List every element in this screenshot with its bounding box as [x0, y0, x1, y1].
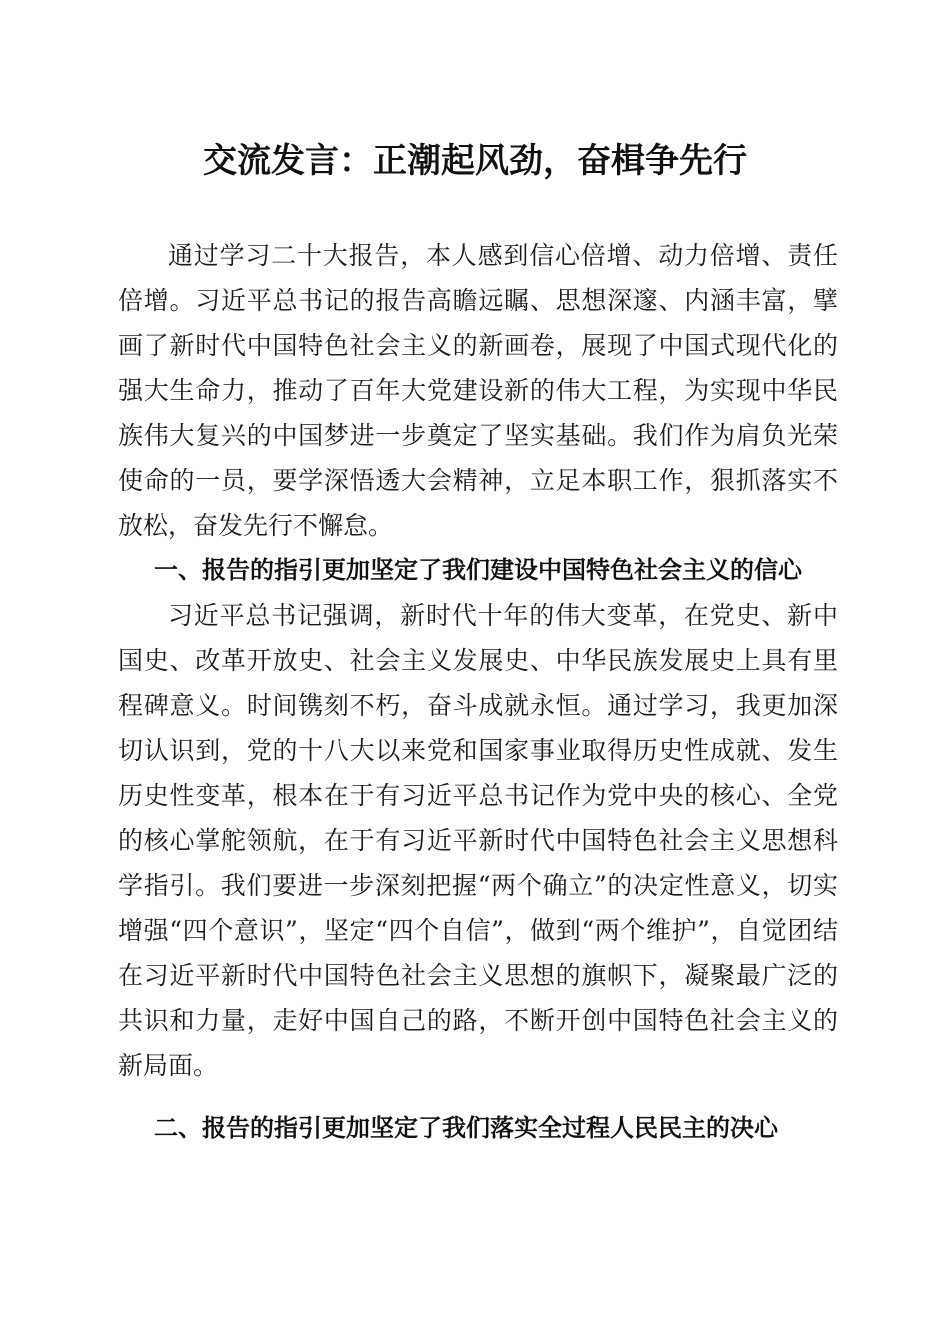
section-1-heading: 一、报告的指引更加坚定了我们建设中国特色社会主义的信心 [154, 556, 802, 584]
intro-paragraph: 通过学习二十大报告，本人感到信心倍增、动力倍增、责任倍增。习近平总书记的报告高瞻远瞩、思想深邃、内涵丰富，擘画了新时代中国特色社会主义的新画卷，展现了中国式现代化的强大生命力，推动了百年大党建设新的伟大工程，为实现中华民族伟大复兴的中国梦进一步奠定了坚实基础。我们作为肩负光荣使命的一员，要学深悟透大会精神，立足本职工作，狠抓落实不放松，奋发先行不懈怠。 [118, 241, 838, 540]
section-1-paragraph: 习近平总书记强调，新时代十年的伟大变革，在党史、新中国史、改革开放史、社会主义发展史、中华民族发展史上具有里程碑意义。时间镌刻不朽，奋斗成就永恒。通过学习，我更加深切认识到，党的十八大以来党和国家事业取得历史性成就、发生历史性变革，根本在于有习近平总书记作为党中央的核心、全党的核心掌舵领航，在于有习近平新时代中国特色社会主义思想科学指引。我们要进一步深刻把握“两个确立”的决定性意义，切实增强“四个意识”，坚定“四个自信”，做到“两个维护”，自觉团结在习近平新时代中国特色社会主义思想的旗帜下，凝聚最广泛的共识和力量，走好中国自己的路，不断开创中国特色社会主义的新局面。 [118, 601, 838, 1080]
document-title: 交流发言：正潮起风劲，奋楫争先行 [203, 141, 747, 181]
section-2-heading: 二、报告的指引更加坚定了我们落实全过程人民民主的决心 [154, 1114, 778, 1142]
document-body [118, 233, 838, 1151]
